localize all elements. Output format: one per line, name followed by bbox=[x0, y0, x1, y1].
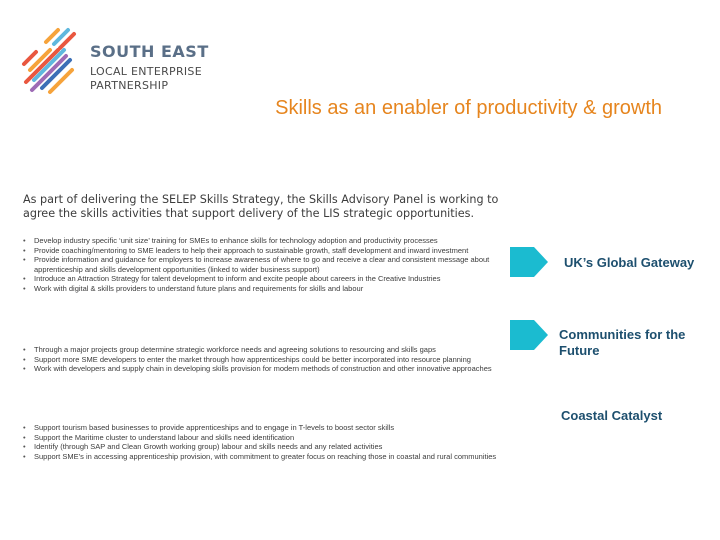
bullet-item: • Through a major projects group determine strategic workforce needs and agreeing solutions to resourcing and skills gaps bbox=[23, 345, 501, 355]
logo-line-partnership: PARTNERSHIP bbox=[90, 79, 169, 92]
selep-logo bbox=[20, 26, 209, 96]
arrow-right-icon bbox=[510, 247, 548, 277]
bullet-item: • Support SME’s in accessing apprenticeship provision, with commitment to greater focus on reaching those in coastal and rural communities bbox=[23, 452, 501, 462]
intro-paragraph: As part of delivering the SELEP Skills Strategy, the Skills Advisory Panel is working to agree the skills activities that support delivery of the LIS strategic opportunities. bbox=[23, 193, 499, 220]
logo-line-south-east: SOUTH EAST bbox=[90, 42, 209, 61]
opportunity-coastal-catalyst: Coastal Catalyst bbox=[561, 408, 663, 423]
opportunity-communities-future: Communities for the Future bbox=[559, 327, 686, 358]
bullet-item: • Work with digital & skills providers to understand future plans and requirements for skills and labour bbox=[23, 284, 501, 294]
slide-title: Skills as an enabler of productivity & growth bbox=[275, 97, 662, 119]
bullet-item: • Support tourism based businesses to provide apprenticeships and to engage in T-levels to boost sector skills bbox=[23, 423, 501, 433]
activity-group-coastal bbox=[23, 423, 501, 461]
bullet-item: • Develop industry specific ‘unit size’ training for SMEs to enhance skills for technology adoption and productivity processes bbox=[23, 236, 501, 246]
bullet-item: • Provide coaching/mentoring to SME leaders to help their approach to sustainable growth, staff development and inward investment bbox=[23, 246, 501, 256]
activity-group-communities bbox=[23, 345, 501, 374]
selep-stripes-icon bbox=[20, 26, 80, 96]
bullet-item: • Support the Maritime cluster to understand labour and skills need identification bbox=[23, 433, 501, 443]
bullet-item: • Support more SME developers to enter the market through how apprenticeships could be better incorporated into resource planning bbox=[23, 355, 501, 365]
arrow-right-icon bbox=[510, 320, 548, 350]
bullet-item: • Provide information and guidance for employers to increase awareness of where to go and receive a clear and consistent message about apprenticeship and skills development opportunities (linked to wider business support) bbox=[23, 255, 501, 274]
opportunity-global-gateway: UK’s Global Gateway bbox=[564, 255, 695, 270]
bullet-item: • Introduce an Attraction Strategy for talent development to inform and excite people about careers in the Creative Industries bbox=[23, 274, 501, 284]
bullet-item: • Identify (through SAP and Clean Growth working group) labour and skills needs and any related activities bbox=[23, 442, 501, 452]
activity-group-global-gateway bbox=[23, 236, 501, 293]
logo-line-local-enterprise: LOCAL ENTERPRISE bbox=[90, 65, 202, 78]
bullet-item: • Work with developers and supply chain in developing skills provision for modern methods of construction and other innovative approaches bbox=[23, 364, 501, 374]
